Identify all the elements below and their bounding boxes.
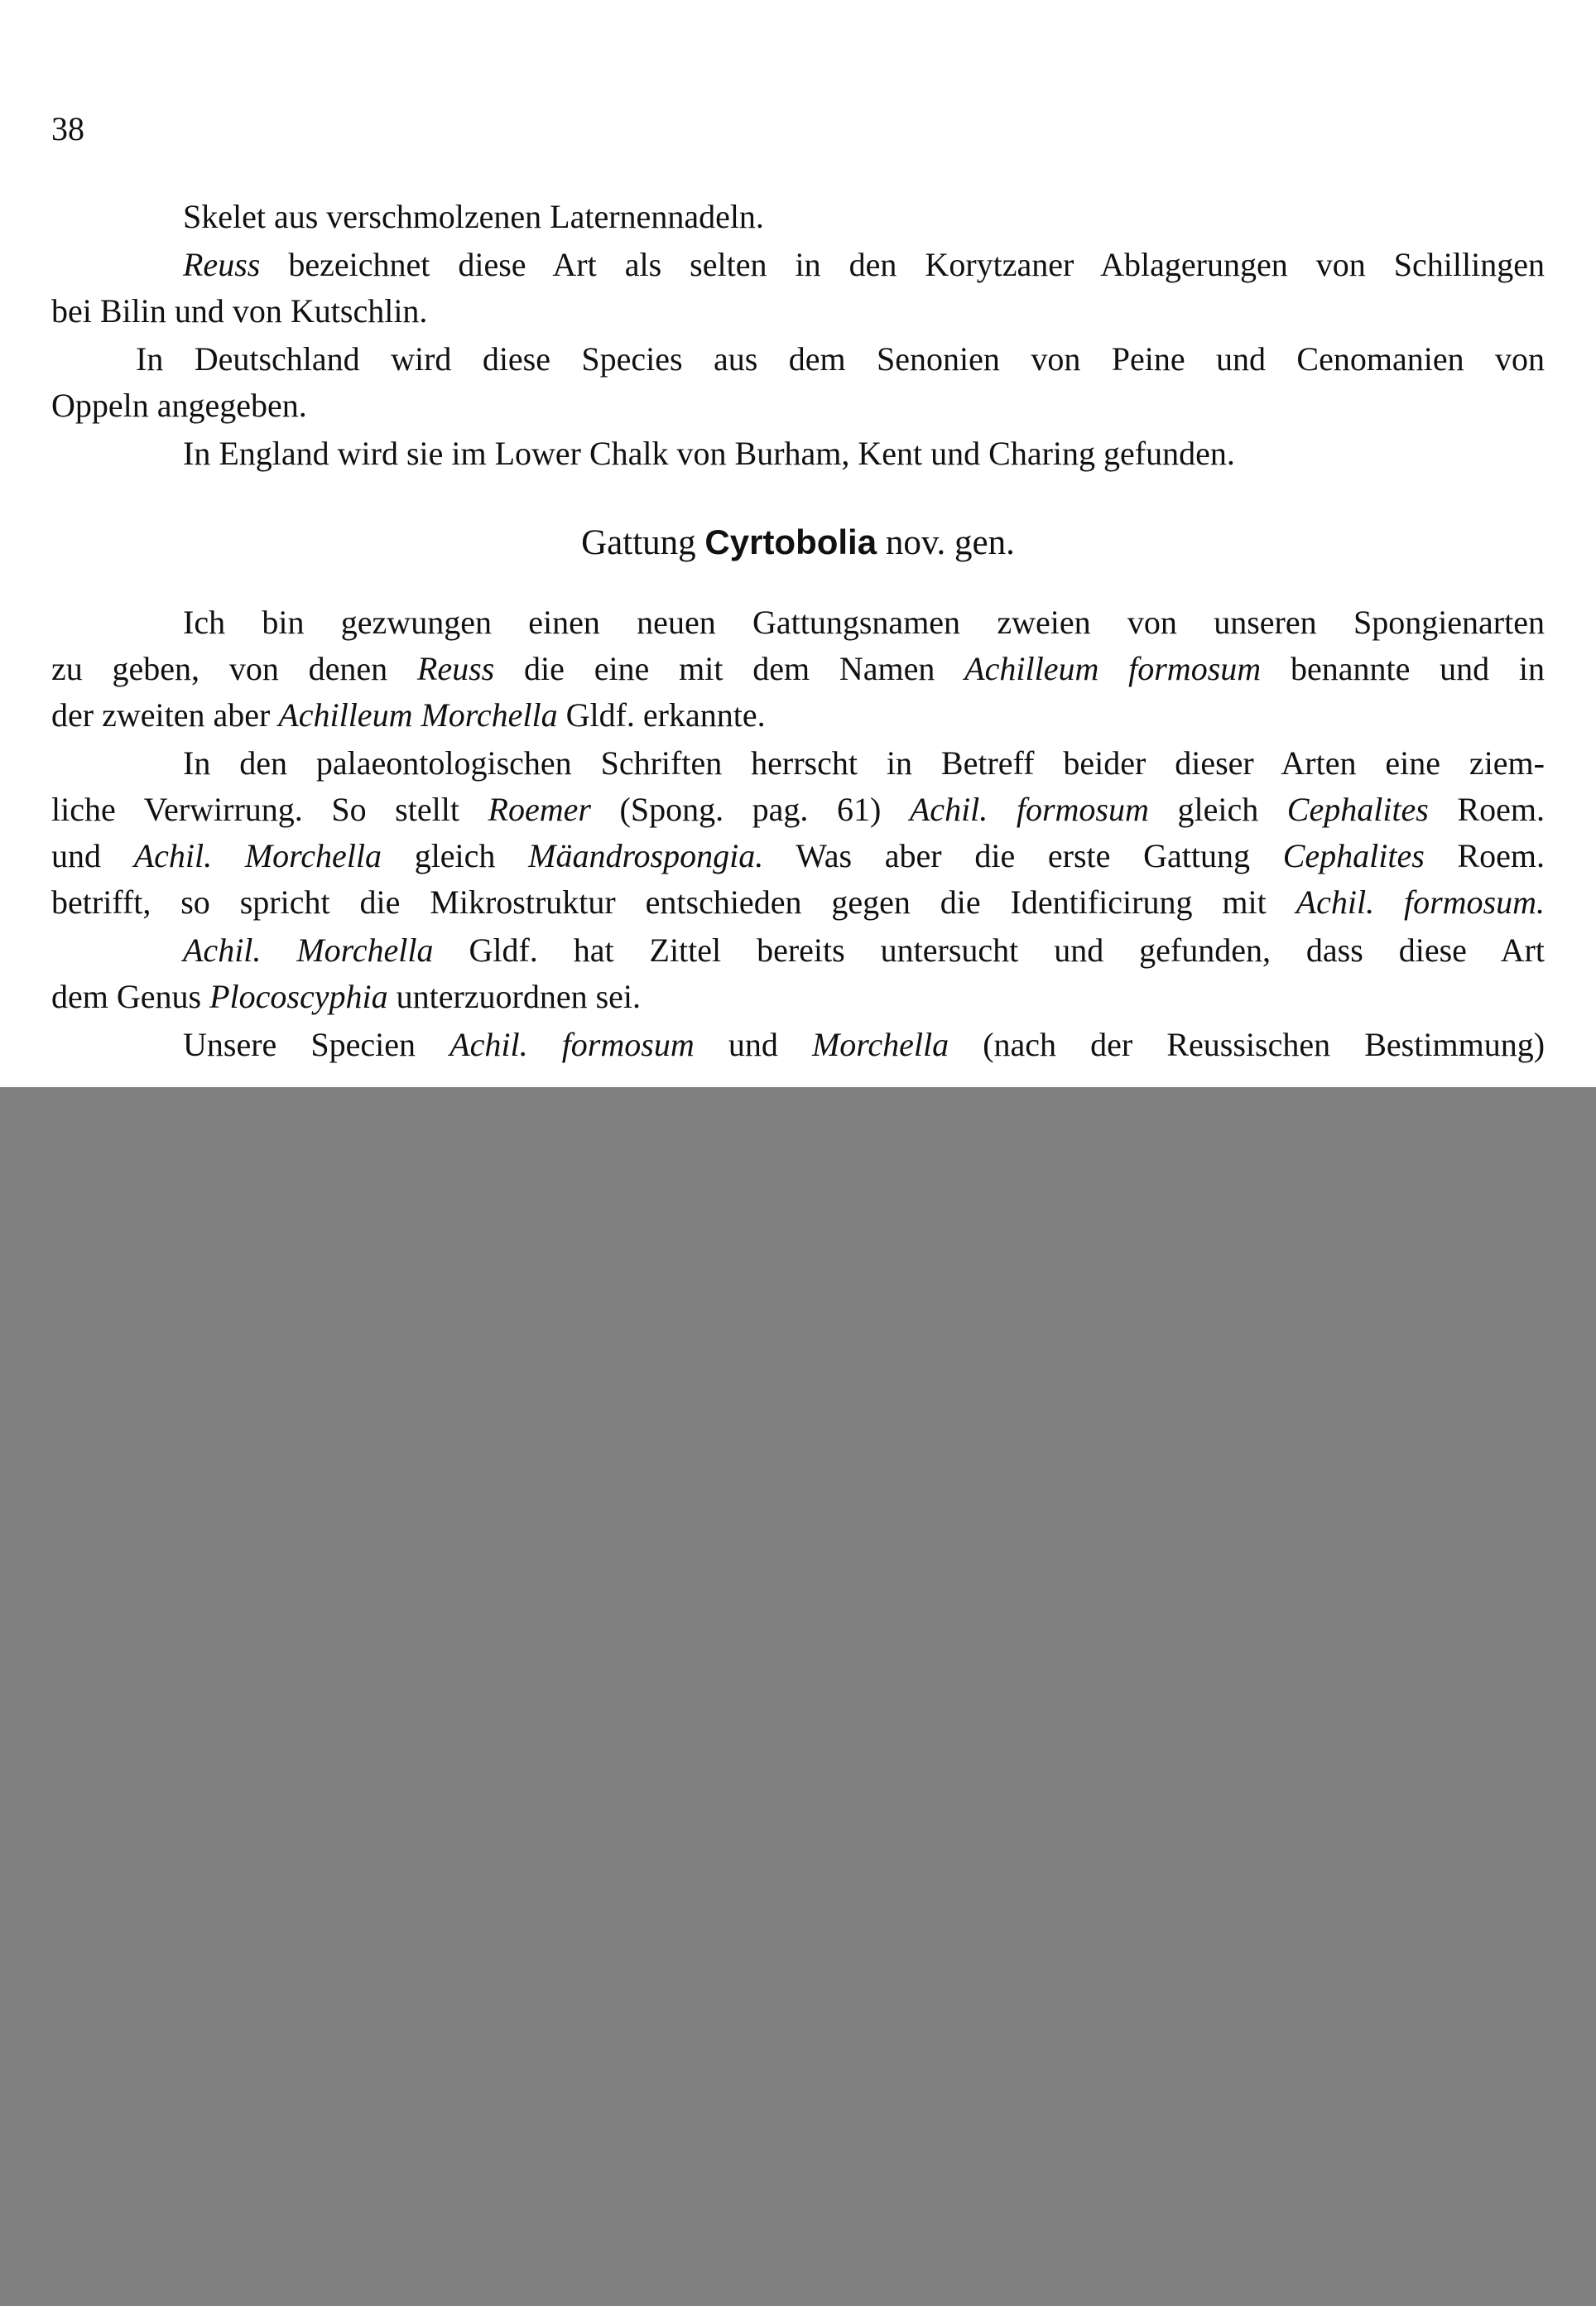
text-line (51, 646, 1545, 692)
text-line (183, 599, 1545, 646)
section-heading (0, 518, 1596, 568)
text-span: dem Genus (51, 978, 210, 1015)
text-span: Skelet aus verschmolzenen Laternennadeln. (183, 198, 764, 235)
redaction-block (0, 1087, 1596, 2306)
text-span: gleich (1148, 791, 1287, 828)
text-span: betrifft, so spricht die Mikrostruktur entschieden gegen die Identificirung mit (51, 883, 1296, 921)
text-span: In den palaeontologischen Schriften herrscht in Betreff beider dieser Arten eine ziem- (183, 744, 1545, 782)
text-span: der zweiten aber (51, 696, 279, 734)
text-span: liche Verwirrung. So stellt (51, 791, 488, 828)
text-span: Unsere Specien (183, 1026, 450, 1063)
text-line (183, 242, 1545, 288)
text-span: Roem. (1424, 837, 1546, 874)
species-name: Achil. formosum (449, 1026, 695, 1063)
genus-name: Cyrtobolia (704, 522, 877, 561)
text-span: und (51, 837, 134, 874)
text-span: bezeichnet diese Art als selten in den Korytzaner Ablagerungen von Schillingen (260, 246, 1545, 283)
text-span: benannte und in (1261, 650, 1546, 687)
text-line (183, 740, 1545, 787)
text-line (51, 787, 1545, 833)
text-span: (nach der Reussischen Bestimmung) (949, 1026, 1546, 1063)
text-span: In England wird sie im Lower Chalk von Burham, Kent und Charing gefunden. (183, 435, 1235, 472)
genus-name: Plocoscyphia (209, 978, 388, 1015)
text-span: In Deutschland wird diese Species aus dem Senonien von Peine und Cenomanien von (136, 340, 1545, 378)
text-line (51, 383, 1545, 429)
species-name: Achilleum Morchella (278, 696, 558, 734)
text-span: (Spong. pag. 61) (590, 791, 910, 828)
text-line (183, 1022, 1545, 1068)
text-span: Ich bin gezwungen einen neuen Gattungsnamen zweien von unseren Spongienarten (183, 604, 1545, 641)
species-name: Achil. formosum. (1296, 883, 1546, 921)
text-span: gleich (381, 837, 529, 874)
text-span: Gldf. hat Zittel bereits untersucht und gefunden, dass diese Art (433, 932, 1545, 969)
genus-name: Cephalites (1282, 837, 1425, 874)
text-line (183, 927, 1545, 974)
text-line (183, 194, 1545, 240)
heading-suffix: nov. gen. (877, 523, 1015, 562)
text-span: unterzuordnen sei. (387, 978, 642, 1015)
text-line (51, 288, 1545, 335)
author-name: Reuss (183, 246, 261, 283)
species-name: Achil. Morchella (133, 837, 382, 874)
page-number: 38 (51, 110, 84, 147)
species-name: Morchella (811, 1026, 949, 1063)
species-name: Achilleum formosum (964, 650, 1262, 687)
genus-name: Mäandrospongia. (528, 837, 764, 874)
text-line (51, 879, 1545, 926)
genus-name: Cephalites (1286, 791, 1429, 828)
heading-prefix: Gattung (581, 523, 705, 562)
text-span: Was aber die erste Gattung (763, 837, 1283, 874)
text-line (51, 974, 1545, 1020)
text-span: Roem. (1428, 791, 1545, 828)
species-name: Achil. formosum (909, 791, 1149, 828)
text-span: Gldf. erkannte. (557, 696, 766, 734)
text-span: bei Bilin und von Kutschlin. (51, 292, 428, 330)
species-name: Achil. Morchella (183, 932, 434, 969)
text-line (136, 336, 1545, 383)
author-name: Reuss (416, 650, 495, 687)
text-line (183, 431, 1545, 477)
text-span: und (694, 1026, 812, 1063)
author-name: Roemer (488, 791, 591, 828)
text-span: Oppeln angegeben. (51, 387, 307, 424)
text-line (51, 692, 1545, 739)
text-line (51, 833, 1545, 879)
text-span: die eine mit dem Namen (494, 650, 965, 687)
text-span: zu geben, von denen (51, 650, 417, 687)
